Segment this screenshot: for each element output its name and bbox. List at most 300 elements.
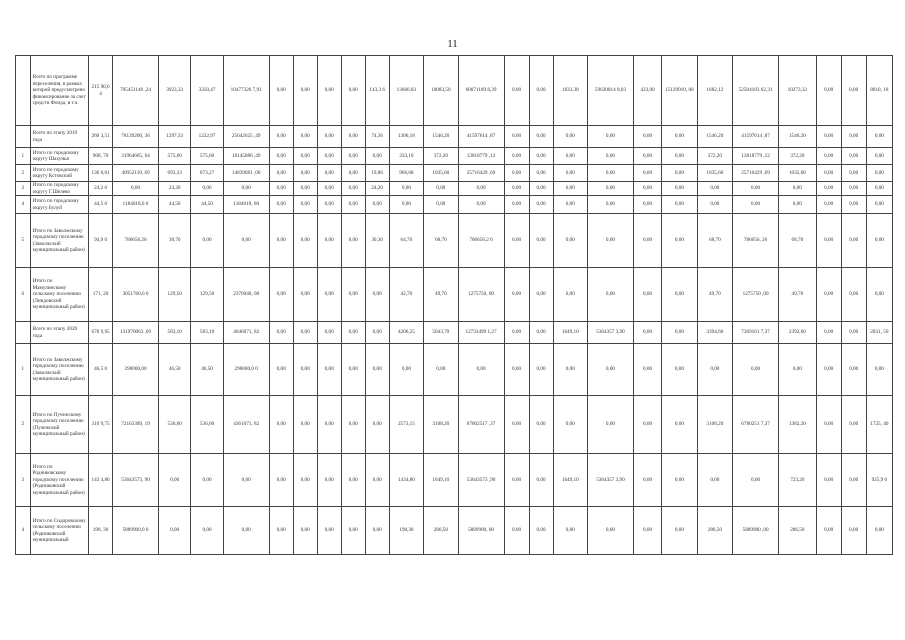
table-cell: 15129010, 00 (662, 56, 697, 126)
table-cell: 198, 30 (89, 507, 113, 555)
table-cell: 44,50 (191, 196, 223, 214)
table-cell: 0,00 (389, 344, 423, 396)
table-cell: 1184018,0 0 (113, 196, 159, 214)
table-cell: 68,70 (424, 214, 458, 268)
table-cell: 46,50 (159, 344, 191, 396)
table-cell: 0,00 (293, 214, 317, 268)
table-cell: 0,00 (662, 268, 697, 322)
table-cell: 0,00 (553, 396, 587, 454)
table-cell: 0,00 (662, 165, 697, 182)
table-cell: 64,70 (389, 214, 423, 268)
table-cell: 0,00 (733, 196, 779, 214)
table-cell: 215 90,6 4 (89, 56, 113, 126)
table-cell: 423,00 (633, 56, 661, 126)
table-cell: 13666,83 (389, 56, 423, 126)
row-number-cell: 2 (16, 165, 31, 182)
table-cell: 0,00 (529, 56, 553, 126)
table-cell: 52504183 62,31 (733, 56, 779, 126)
table-cell: 1434,80 (389, 454, 423, 507)
table-cell: 0,00 (191, 454, 223, 507)
row-name-cell: Итого по городскому округу Шахунья (30, 148, 88, 165)
table-cell: 0,00 (529, 322, 553, 344)
table-cell: 0,00 (269, 182, 293, 196)
table-cell: 131970063 ,09 (113, 322, 159, 344)
table-cell: 786656,26 (113, 214, 159, 268)
table-cell: 0,00 (504, 322, 529, 344)
table-cell: 49,70 (697, 268, 732, 322)
row-number-cell: 2 (16, 396, 31, 454)
table-cell: 0,00 (841, 214, 866, 268)
table-cell: 0,00 (504, 507, 529, 555)
table-cell: 0,00 (504, 344, 529, 396)
table-cell: 12733499 1,27 (458, 322, 504, 344)
table-cell: 60071189 8,39 (458, 56, 504, 126)
table-cell: 0,00 (662, 182, 697, 196)
row-name-cell: Итого по городскому округу Кстовский (30, 165, 88, 182)
table-cell: 0,00 (733, 344, 779, 396)
table-cell: 908, 70 (89, 148, 113, 165)
table-cell: 68,70 (779, 214, 817, 268)
table-cell: 0,00 (633, 196, 661, 214)
table-cell: 0,00 (504, 396, 529, 454)
table-cell: 0,00 (424, 196, 458, 214)
table-cell: 0,00 (223, 214, 269, 268)
row-number-cell: 1 (16, 344, 31, 396)
table-cell: 1546,20 (697, 126, 732, 148)
table-cell: 0,00 (317, 322, 341, 344)
table-cell: 705451146 ,24 (113, 56, 159, 126)
table-cell: 2392,60 (779, 322, 817, 344)
row-number-cell: 1 (16, 148, 31, 165)
table-cell: 41597614 ,87 (733, 126, 779, 148)
table-cell: 286,50 (424, 507, 458, 555)
table-cell: 129,50 (159, 268, 191, 322)
row-number-cell: 4 (16, 196, 31, 214)
table-cell: 0,00 (223, 507, 269, 555)
table-cell: 0,00 (588, 126, 634, 148)
table-cell: 0,00 (341, 268, 365, 322)
table-cell: 5889900 ,00 (733, 507, 779, 555)
table-cell: 68,70 (697, 214, 732, 268)
table-cell: 0,00 (588, 165, 634, 182)
table-cell: 0,00 (159, 454, 191, 507)
table-cell: 0,00 (662, 148, 697, 165)
table-cell: 0,00 (293, 126, 317, 148)
table-row (16, 165, 893, 182)
table-cell: 0,00 (504, 182, 529, 196)
row-name-cell: Итого по Мамулинскому сельскому поселению (Линдовский муниципальный район) (30, 268, 88, 322)
table-cell: 1035,60 (697, 165, 732, 182)
table-cell: 0,00 (841, 56, 866, 126)
table-row (16, 196, 893, 214)
table-cell: 0,00 (633, 148, 661, 165)
table-cell: 0,00 (269, 148, 293, 165)
table-cell: 0,00 (816, 126, 841, 148)
table-cell: 0,00 (317, 56, 341, 126)
table-cell: 0,00 (365, 396, 389, 454)
table-cell: 0,00 (504, 126, 529, 148)
table-cell: 0,00 (866, 214, 892, 268)
row-name-cell: Итого по Пучежскому городскому поселению (Пучежский муниципальный район) (30, 396, 88, 454)
table-cell: 0,00 (341, 196, 365, 214)
table-cell: 10083,50 (424, 56, 458, 126)
table-cell: 0,00 (816, 268, 841, 322)
table-cell: 1275750, 00 (458, 268, 504, 322)
table-cell: 0,00 (866, 196, 892, 214)
table-cell: 0,00 (697, 182, 732, 196)
table-row (16, 126, 893, 148)
table-cell: 0,00 (662, 507, 697, 555)
table-cell: 0,00 (269, 196, 293, 214)
table-row (16, 454, 893, 507)
table-cell: 0,00 (269, 454, 293, 507)
table-cell: 0,00 (293, 454, 317, 507)
table-cell: 0,00 (553, 214, 587, 268)
table-cell: 0,00 (841, 182, 866, 196)
table-row (16, 396, 893, 454)
table-cell: 19,86 (365, 165, 389, 182)
table-cell: 0,00 (553, 268, 587, 322)
table-cell: 40952110, 69 (113, 165, 159, 182)
table-cell: 0,00 (553, 196, 587, 214)
table-cell: 0,00 (841, 507, 866, 555)
table-cell: 0,00 (529, 126, 553, 148)
row-name-cell: Итого по Заволжскому городскому поселению (Заволжский муниципальный район) (30, 344, 88, 396)
table-cell: 5364357 3,90 (588, 322, 634, 344)
table-cell: 0,00 (317, 507, 341, 555)
table-cell: 536,60 (159, 396, 191, 454)
table-cell: 0,00 (553, 344, 587, 396)
table-cell: 0,00 (529, 214, 553, 268)
table-cell: 5889900,0 0 (113, 507, 159, 555)
table-cell: 0,00 (424, 344, 458, 396)
table-cell: 1184018, 00 (223, 196, 269, 214)
table-cell: 5364357 3,90 (588, 454, 634, 507)
table-cell: 0,00 (841, 165, 866, 182)
table-cell: 575,60 (159, 148, 191, 165)
table-row (16, 344, 893, 396)
table-cell: 74,36 (365, 126, 389, 148)
table-cell: 0,00 (504, 454, 529, 507)
table-cell: 0,00 (779, 182, 817, 196)
table-cell: 0,00 (866, 344, 892, 396)
row-number-cell: 4 (16, 507, 31, 555)
table-cell: 3350,47 (191, 56, 223, 126)
table-cell: 72163389, 19 (113, 396, 159, 454)
table-cell: 0,00 (553, 507, 587, 555)
table-cell: 0,00 (866, 182, 892, 196)
table-cell: 0,00 (317, 182, 341, 196)
table-cell: 0,00 (633, 268, 661, 322)
table-cell: 0,00 (341, 214, 365, 268)
table-cell: 1649,10 (424, 454, 458, 507)
table-cell: 0,00 (633, 182, 661, 196)
table-cell: 30,70 (159, 214, 191, 268)
table-cell: 25642625 ,49 (223, 126, 269, 148)
table-cell: 0,00 (816, 214, 841, 268)
table-cell: 1035,60 (779, 165, 817, 182)
table-cell: 129,50 (191, 268, 223, 322)
table-cell: 0,00 (816, 196, 841, 214)
row-name-cell: Итого по Родниковскому городскому поселению (Родниковский муниципальный район) (30, 454, 88, 507)
table-cell: 0,00 (866, 507, 892, 555)
table-cell: 0,00 (529, 165, 553, 182)
table-cell: 1649,10 (553, 454, 587, 507)
table-cell: 2573,15 (389, 396, 423, 454)
table-cell: 0,00 (159, 507, 191, 555)
table-cell: 925,9 0 (866, 454, 892, 507)
table-cell: 0,00 (841, 344, 866, 396)
table-cell: 0,00 (293, 396, 317, 454)
table-cell: 0,00 (424, 182, 458, 196)
table-cell: 0,00 (341, 126, 365, 148)
table-cell: 0,00 (662, 344, 697, 396)
table-cell: 0,00 (504, 268, 529, 322)
table-cell: 0,00 (269, 214, 293, 268)
table-cell: 0,00 (341, 396, 365, 454)
table-cell: 1682,12 (697, 56, 732, 126)
table-cell: 143 4,80 (89, 454, 113, 507)
table-row (16, 56, 893, 126)
table-row (16, 507, 893, 555)
table-cell: 5889900, 00 (458, 507, 504, 555)
table-cell: 0,00 (458, 182, 504, 196)
row-name-cell: Итого по Заволжскому городскому поселению (Заволжский муниципальный район) (30, 214, 88, 268)
table-cell: 310 9,75 (89, 396, 113, 454)
table-cell: 0,00 (317, 344, 341, 396)
table-cell: 0,00 (341, 165, 365, 182)
table-cell: 0,00 (504, 148, 529, 165)
table-cell: 3108,20 (697, 396, 732, 454)
table-cell: 0,00 (458, 344, 504, 396)
table-cell: 0,00 (588, 196, 634, 214)
table-cell: 2831, 50 (866, 322, 892, 344)
table-cell: 1306,18 (389, 126, 423, 148)
table-cell: 1725, 40 (866, 396, 892, 454)
table-cell: 0,00 (269, 344, 293, 396)
table-cell: 5043,70 (424, 322, 458, 344)
table-cell: 3051760,0 0 (113, 268, 159, 322)
table-cell: 0,00 (389, 182, 423, 196)
table-cell: 0,00 (633, 344, 661, 396)
table-cell: 18145086 ,49 (223, 148, 269, 165)
table-cell: 1382,20 (779, 396, 817, 454)
table-cell: 0,00 (365, 344, 389, 396)
table-cell: 0,00 (504, 214, 529, 268)
table-cell: 10273,32 (779, 56, 817, 126)
table-cell: 0,00 (588, 214, 634, 268)
table-row (16, 148, 893, 165)
table-cell: 260 3,51 (89, 126, 113, 148)
table-cell: 31964665, 64 (113, 148, 159, 165)
table-cell: 1546,20 (424, 126, 458, 148)
table-cell: 0,00 (341, 454, 365, 507)
table-cell: 198,30 (389, 507, 423, 555)
table-cell: 0,00 (733, 454, 779, 507)
row-number-cell (16, 322, 31, 344)
table-cell: 0,00 (365, 148, 389, 165)
table-cell: 0,00 (341, 344, 365, 396)
table-cell: 0,00 (529, 507, 553, 555)
table-cell: 0,00 (529, 268, 553, 322)
table-cell: 0,00 (341, 182, 365, 196)
table-cell: 0,00 (317, 165, 341, 182)
table-cell: 0,00 (633, 396, 661, 454)
table-cell: 0,00 (317, 214, 341, 268)
row-name-cell: Всего по этапу 2020 года (30, 322, 88, 344)
table-cell: 0,00 (504, 56, 529, 126)
table-cell: 0,00 (841, 454, 866, 507)
table-cell: 8810, 18 (866, 56, 892, 126)
table-cell: 42,70 (389, 268, 423, 322)
row-number-cell: 5 (16, 214, 31, 268)
table-cell: 583,10 (191, 322, 223, 344)
table-cell: 372,20 (697, 148, 732, 165)
table-cell: 0,00 (529, 344, 553, 396)
table-cell: 575,60 (191, 148, 223, 165)
table-cell: 0,00 (317, 126, 341, 148)
table-cell: 4361071, 82 (223, 396, 269, 454)
table-cell: 286,50 (697, 507, 732, 555)
table-cell: 0,00 (866, 148, 892, 165)
table-cell: 0,00 (588, 396, 634, 454)
table-cell: 0,00 (269, 322, 293, 344)
table-cell: 13818779 ,12 (458, 148, 504, 165)
table-cell: 0,00 (662, 322, 697, 344)
table-cell: 0,00 (317, 268, 341, 322)
table-cell: 0,00 (779, 196, 817, 214)
table-cell: 0,00 (662, 126, 697, 148)
table-cell: 0,00 (269, 56, 293, 126)
table-cell: 0,00 (389, 196, 423, 214)
table-cell: 78139260, 36 (113, 126, 159, 148)
row-number-cell (16, 56, 31, 126)
table-cell: 4646071, 82 (223, 322, 269, 344)
table-cell: 786656,2 6 (458, 214, 504, 268)
table-cell: 0,00 (633, 165, 661, 182)
table-cell: 0,00 (841, 396, 866, 454)
table-cell: 0,00 (365, 196, 389, 214)
table-cell: 0,00 (553, 148, 587, 165)
table-cell: 0,00 (633, 454, 661, 507)
table-cell: 171, 20 (89, 268, 113, 322)
table-cell: 46,5 0 (89, 344, 113, 396)
table-cell: 0,00 (293, 165, 317, 182)
table-cell: 0,00 (866, 268, 892, 322)
table-cell: 25716429 ,69 (733, 165, 779, 182)
table-cell: 0,00 (697, 196, 732, 214)
table-cell: 136 0,01 (89, 165, 113, 182)
table-cell: 1297,33 (159, 126, 191, 148)
table-cell: 10477326 7,91 (223, 56, 269, 126)
table-cell: 3108,20 (424, 396, 458, 454)
table-cell: 3923,33 (159, 56, 191, 126)
table-cell: 0,00 (633, 214, 661, 268)
table-cell: 0,00 (662, 214, 697, 268)
table-cell: 372,20 (779, 148, 817, 165)
table-cell: 1275750 ,00 (733, 268, 779, 322)
table-cell: 0,00 (191, 182, 223, 196)
table-cell: 0,00 (779, 344, 817, 396)
table-cell: 0,00 (588, 507, 634, 555)
table-cell: 0,00 (223, 454, 269, 507)
table-cell: 0,00 (365, 507, 389, 555)
table-cell: 0,00 (816, 454, 841, 507)
table-row (16, 322, 893, 344)
table-cell: 0,00 (293, 148, 317, 165)
table-cell: 0,00 (529, 196, 553, 214)
table-cell: 0,00 (317, 148, 341, 165)
table-cell: 2370040, 00 (223, 268, 269, 322)
table-cell: 7369161 7,37 (733, 322, 779, 344)
table-cell: 0,00 (365, 268, 389, 322)
table-cell: 0,00 (816, 56, 841, 126)
table-cell: 1035,60 (424, 165, 458, 182)
table-cell: 0,00 (269, 126, 293, 148)
table-cell: 583,10 (159, 322, 191, 344)
table-cell: 0,00 (504, 165, 529, 182)
table-cell: 53643573, 90 (113, 454, 159, 507)
table-cell: 0,00 (341, 322, 365, 344)
table-cell: 0,00 (341, 56, 365, 126)
table-row (16, 268, 893, 322)
table-cell: 0,00 (816, 507, 841, 555)
table-cell: 693,33 (159, 165, 191, 182)
table-cell: 0,00 (293, 344, 317, 396)
table-cell: 0,00 (269, 165, 293, 182)
table-cell: 0,00 (816, 182, 841, 196)
row-number-cell: 6 (16, 268, 31, 322)
table-cell: 0,00 (317, 196, 341, 214)
table-cell: 0,00 (816, 344, 841, 396)
table-cell: 536,60 (191, 396, 223, 454)
table-cell: 0,00 (816, 165, 841, 182)
table-cell: 0,00 (293, 56, 317, 126)
row-name-cell: Всего по этапу 2019 года (30, 126, 88, 148)
row-number-cell (16, 126, 31, 148)
table-cell: 0,00 (733, 182, 779, 196)
table-cell: 0,00 (269, 396, 293, 454)
table-cell: 24,20 (365, 182, 389, 196)
table-cell: 1222,97 (191, 126, 223, 148)
table-cell: 143,3 6 (365, 56, 389, 126)
table-cell: 30,30 (365, 214, 389, 268)
row-name-cell: Всего по программе переселения, в рамках которой предусмотрено финансирование за счет средств Фонда, в т.ч. (30, 56, 88, 126)
table-cell: 14839681 ,00 (223, 165, 269, 182)
table-cell: 0,00 (269, 507, 293, 555)
table-cell: 0,00 (529, 148, 553, 165)
table-cell: 41597614 ,87 (458, 126, 504, 148)
table-cell: 67802517 ,37 (458, 396, 504, 454)
table-cell: 0,00 (529, 454, 553, 507)
table-cell: 0,00 (293, 507, 317, 555)
table-cell: 0,00 (529, 182, 553, 196)
table-cell: 0,00 (588, 182, 634, 196)
row-name-cell: Итого по городскому округу Г.Шелево (30, 182, 88, 196)
table-cell: 44,50 (159, 196, 191, 214)
table-cell: 0,00 (269, 268, 293, 322)
table-cell: 0,00 (365, 454, 389, 507)
table-cell: 0,00 (633, 126, 661, 148)
table-cell: 0,00 (293, 182, 317, 196)
table-cell: 0,00 (341, 507, 365, 555)
table-cell: 46,50 (191, 344, 223, 396)
table-row (16, 214, 893, 268)
row-name-cell: Итого по Сидоровскому сельскому поселению (Родниковский муниципальный (30, 507, 88, 555)
table-cell: 290000,0 0 (223, 344, 269, 396)
table-cell: 673,27 (191, 165, 223, 182)
table-cell: 372,20 (424, 148, 458, 165)
